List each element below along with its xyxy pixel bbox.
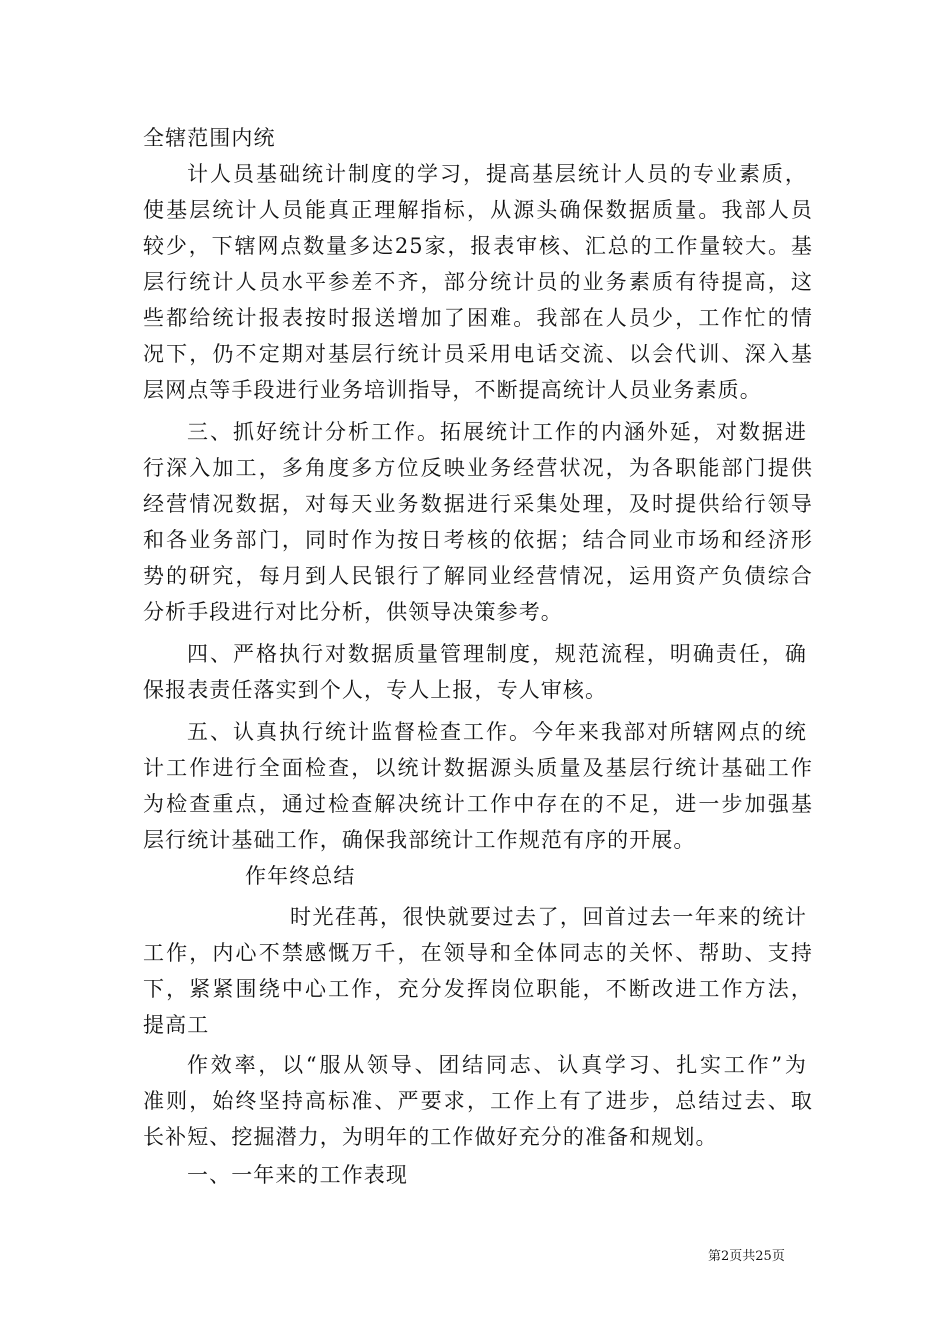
text-line: 准则，始终坚持高标准、严要求，工作上有了进步，总结过去、取 <box>143 1089 813 1113</box>
text-line: 长补短、挖掘潜力，为明年的工作做好充分的准备和规划。 <box>143 1125 718 1149</box>
text-line: 层网点等手段进行业务培训指导，不断提高统计人员业务素质。 <box>143 378 762 402</box>
section-heading: 一、一年来的工作表现 <box>187 1163 408 1187</box>
text-line: 计工作进行全面检查，以统计数据源头质量及基层行统计基础工作 <box>143 756 813 780</box>
text-line: 保报表责任落实到个人，专人上报，专人审核。 <box>143 678 608 702</box>
text-line: 经营情况数据，对每天业务数据进行采集处理，及时提供给行领导 <box>143 492 813 516</box>
paragraph-first-line: 作效率，以“服从领导、团结同志、认真学习、扎实工作”为 <box>187 1053 807 1077</box>
section-heading: 作年终总结 <box>245 864 356 888</box>
text-line: 行深入加工，多角度多方位反映业务经营状况，为各职能部门提供 <box>143 456 813 480</box>
page-number: 第2页共25页 <box>708 1249 785 1264</box>
text-line: 工作，内心不禁感慨万千，在领导和全体同志的关怀、帮助、支持 <box>143 941 813 965</box>
text-line: 层行统计基础工作，确保我部统计工作规范有序的开展。 <box>143 828 696 852</box>
text-line: 使基层统计人员能真正理解指标，从源头确保数据质量。我部人员 <box>143 198 813 222</box>
text-line: 提高工 <box>143 1013 210 1037</box>
text-line: 势的研究，每月到人民银行了解同业经营情况，运用资产负债综合 <box>143 564 813 588</box>
text-line: 层行统计人员水平参差不齐，部分统计员的业务素质有待提高，这 <box>143 270 813 294</box>
text-line: 况下，仍不定期对基层行统计员采用电话交流、以会代训、深入基 <box>143 342 813 366</box>
paragraph-first-line: 计人员基础统计制度的学习，提高基层统计人员的专业素质， <box>187 162 807 186</box>
paragraph-first-line: 四、严格执行对数据质量管理制度，规范流程，明确责任，确 <box>187 642 807 666</box>
text-line: 些都给统计报表按时报送增加了困难。我部在人员少，工作忙的情 <box>143 306 813 330</box>
text-line: 下，紧紧围绕中心工作，充分发挥岗位职能，不断改进工作方法， <box>143 977 813 1001</box>
paragraph-first-line: 三、抓好统计分析工作。拓展统计工作的内涵外延，对数据进 <box>187 420 807 444</box>
text-line: 为检查重点，通过检查解决统计工作中存在的不足，进一步加强基 <box>143 792 813 816</box>
text-line: 分析手段进行对比分析，供领导决策参考。 <box>143 600 563 624</box>
text-line: 较少，下辖网点数量多达25家，报表审核、汇总的工作量较大。基 <box>143 234 813 258</box>
text-line: 全辖范围内统 <box>143 126 276 150</box>
paragraph-first-line: 时光荏苒，很快就要过去了，回首过去一年来的统计 <box>290 905 807 929</box>
paragraph-first-line: 五、认真执行统计监督检查工作。今年来我部对所辖网点的统 <box>187 720 807 744</box>
text-line: 和各业务部门，同时作为按日考核的依据；结合同业市场和经济形 <box>143 528 813 552</box>
